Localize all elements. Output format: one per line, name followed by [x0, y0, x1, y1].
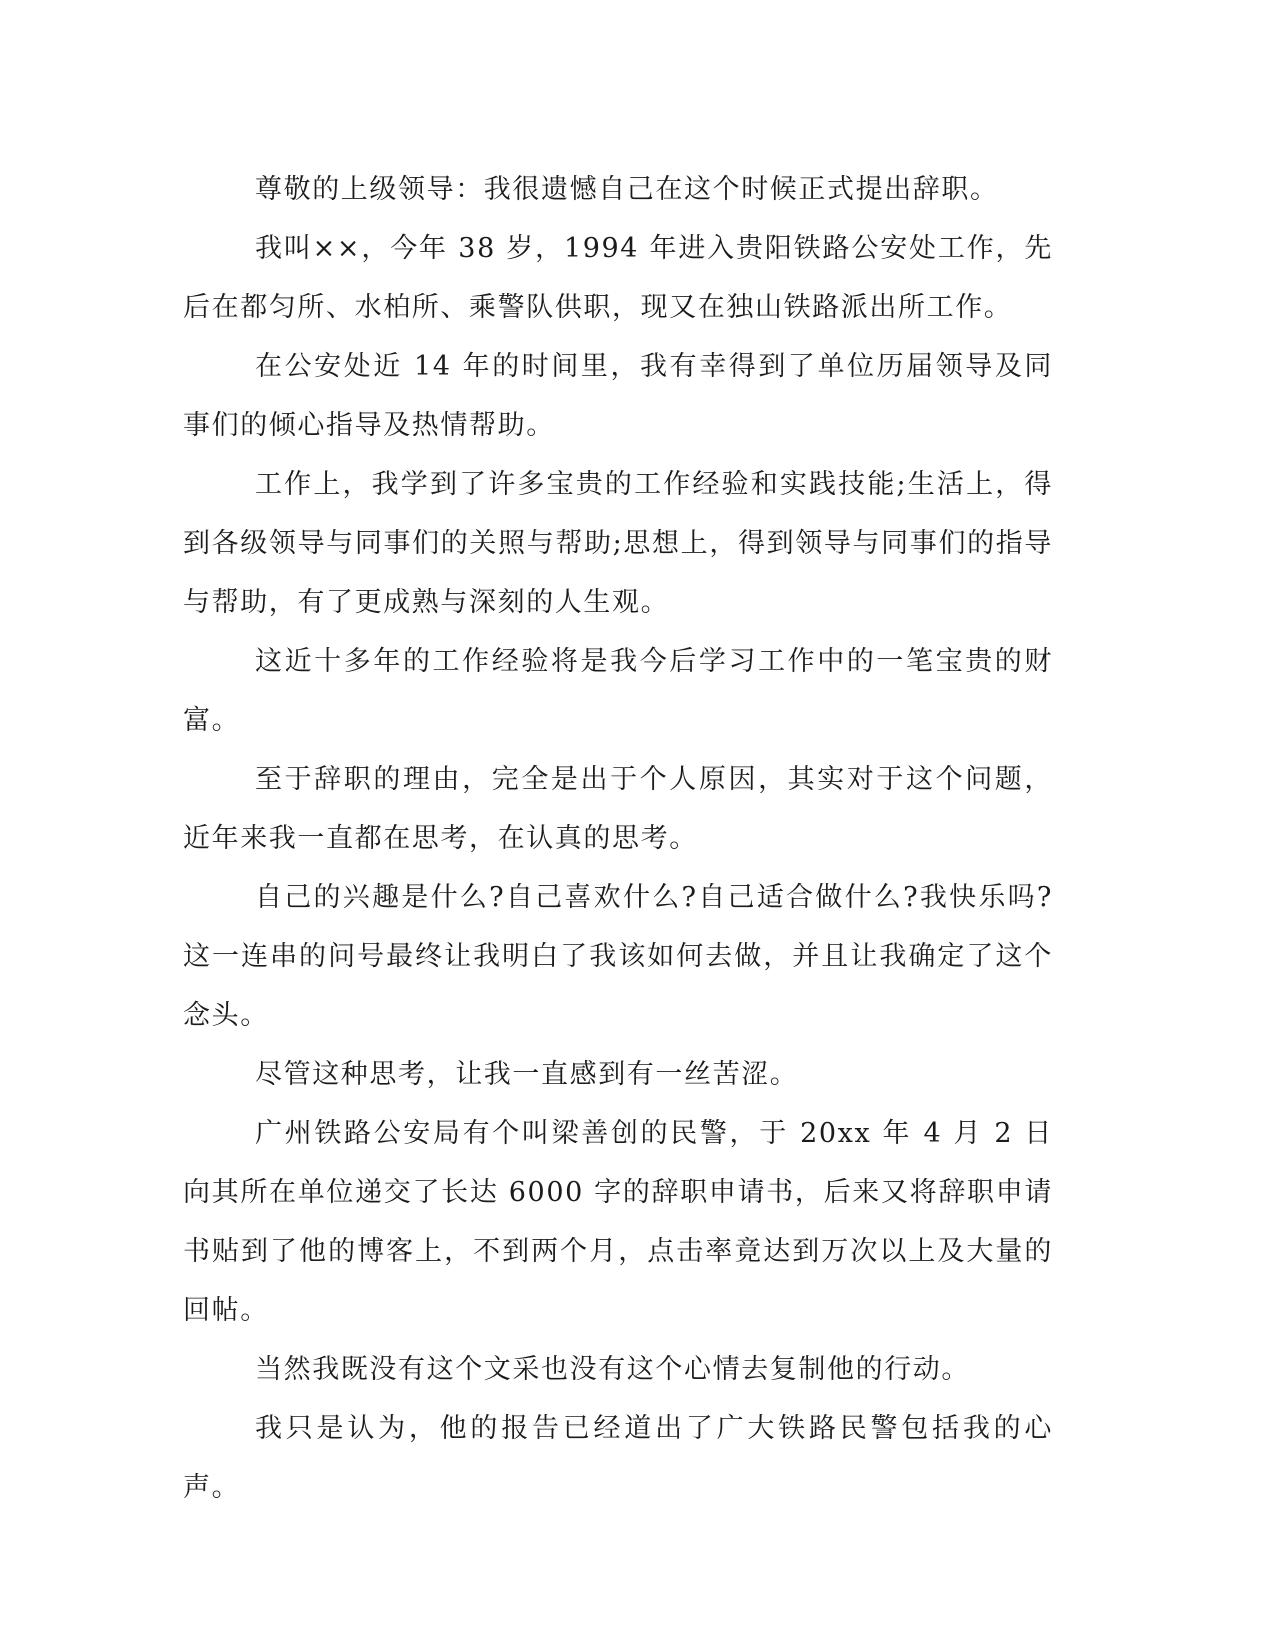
paragraph-self-introduction: 我叫××，今年 38 岁，1994 年进入贵阳铁路公安处工作，先后在都匀所、水柏所、乘警队供职，现又在独山铁路派出所工作。: [183, 233, 1053, 323]
paragraph-experience: 这近十多年的工作经验将是我今后学习工作中的一笔宝贵的财富。: [183, 646, 1053, 736]
paragraph-questions: 自己的兴趣是什么?自己喜欢什么?自己适合做什么?我快乐吗?这一连串的问号最终让我明白了我该如何去做，并且让我确定了这个念头。: [183, 882, 1053, 1031]
paragraph-gratitude: 在公安处近 14 年的时间里，我有幸得到了单位历届领导及同事们的倾心指导及热情帮助。: [183, 351, 1053, 441]
paragraph-salutation: 尊敬的上级领导：我很遗憾自己在这个时候正式提出辞职。: [255, 174, 999, 205]
paragraph-bitterness: 尽管这种思考，让我一直感到有一丝苦涩。: [255, 1059, 799, 1090]
paragraph-reason: 至于辞职的理由，完全是出于个人原因，其实对于这个问题，近年来我一直都在思考，在认真的思考。: [183, 764, 1053, 854]
paragraph-work-life: 工作上，我学到了许多宝贵的工作经验和实践技能;生活上，得到各级领导与同事们的关照与帮助;思想上，得到领导与同事们的指导与帮助，有了更成熟与深刻的人生观。: [183, 469, 1053, 618]
paragraph-guangzhou-example: 广州铁路公安局有个叫梁善创的民警，于 20xx 年 4 月 2 日向其所在单位递交了长达 6000 字的辞职申请书，后来又将辞职申请书贴到了他的博客上，不到两个月，点击率竟达到万次以上及大量的回帖。: [183, 1118, 1053, 1326]
paragraph-no-imitation: 当然我既没有这个文采也没有这个心情去复制他的行动。: [255, 1354, 970, 1385]
paragraph-voice: 我只是认为，他的报告已经道出了广大铁路民警包括我的心声。: [183, 1413, 1053, 1503]
letter-body: [183, 160, 1053, 1517]
